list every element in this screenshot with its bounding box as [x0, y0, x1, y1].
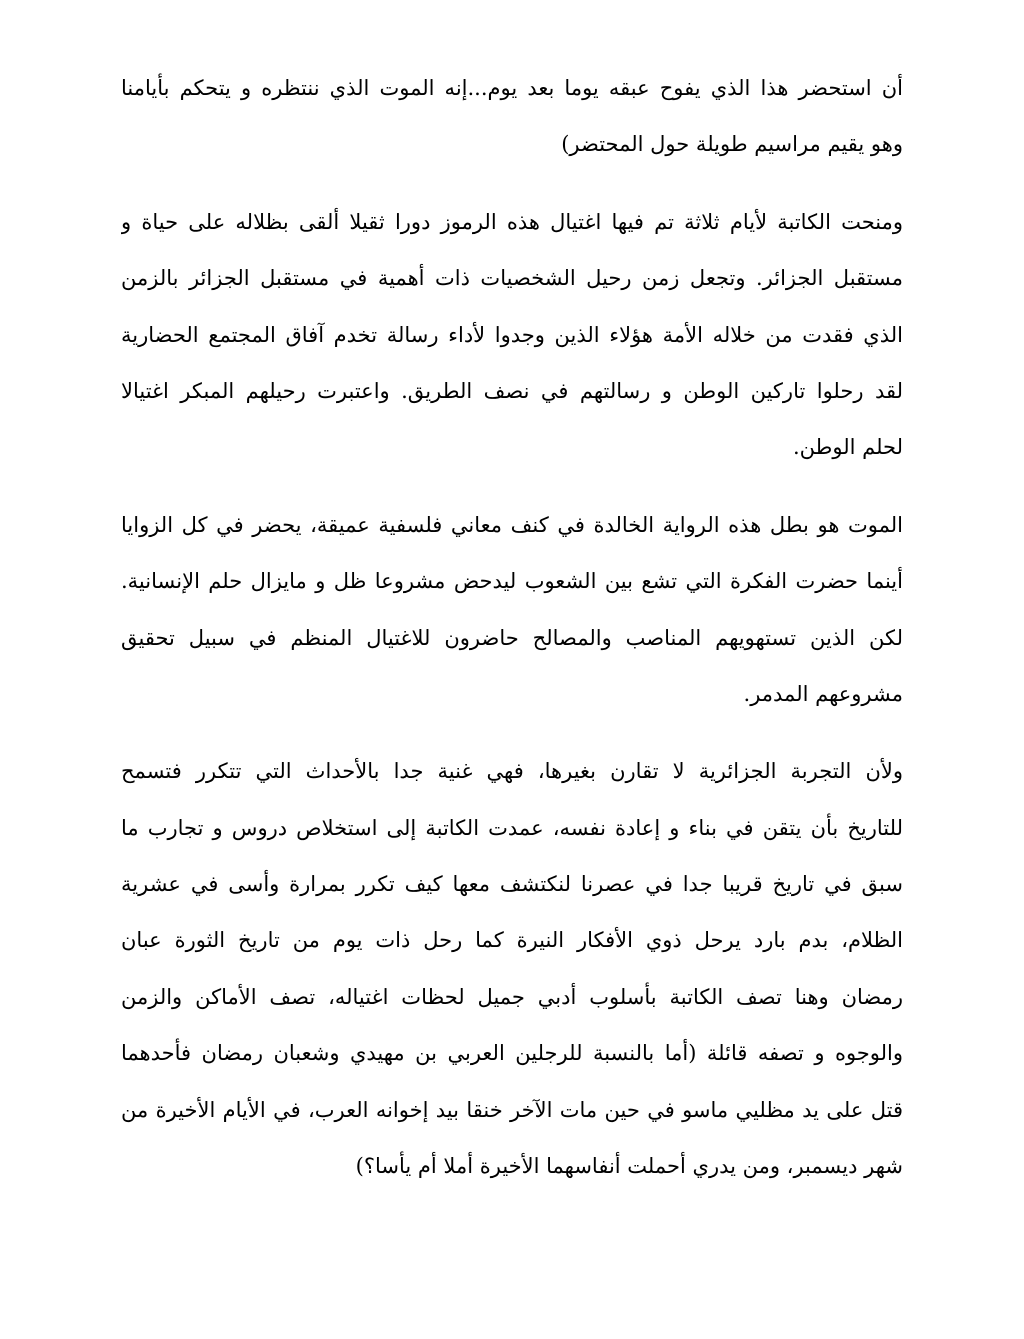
text-line: وهو يقيم مراسيم طويلة حول المحتضر) — [561, 132, 903, 157]
text-line: أن استحضر هذا الذي يفوح عبقه يوما بعد يوم...إنه الموت الذي ننتظره و يتحكم بأيامنا — [121, 76, 903, 100]
text-line: الظلام، بدم بارد يرحل ذوي الأفكار النيرة كما رحل ذات يوم من تاريخ الثورة عبان — [121, 928, 903, 953]
text-line: والوجوه و تصفه قائلة (أما بالنسبة للرجلين العربي بن مهيدي وشعبان رمضان فأحدهما — [121, 1041, 903, 1066]
text-line: للتاريخ بأن يتقن في بناء و إعادة نفسه، عمدت الكاتبة إلى استخلاص دروس و تجارب ما — [121, 815, 903, 840]
text-line: شهر ديسمبر، ومن يدري أحملت أنفاسهما الأخيرة أملا أم يأسا؟) — [355, 1154, 903, 1179]
text-line: لكن الذين تستهويهم المناصب والمصالح حاضرون للاغتيال المنظم في سبيل تحقيق — [121, 625, 903, 650]
text-line: لقد رحلوا تاركين الوطن و رسالتهم في نصف الطريق. واعتبرت رحيلهم المبكر اغتيالا — [121, 378, 903, 403]
document-page — [121, 60, 903, 1215]
text-line: الذي فقدت من خلاله الأمة هؤلاء الذين وجدوا لأداء رسالة تخدم آفاق المجتمع الحضارية — [121, 322, 903, 347]
text-line: رمضان وهنا تصف الكاتبة بأسلوب أدبي جميل لحظات اغتياله، تصف الأماكن والزمن — [121, 984, 903, 1009]
paragraph-1 — [121, 60, 903, 173]
paragraph-3 — [121, 497, 903, 723]
text-line: ولأن التجربة الجزائرية لا تقارن بغيرها، فهي غنية جدا بالأحداث التي تتكرر فتسمح — [121, 759, 903, 784]
text-line: ومنحت الكاتبة لأيام ثلاثة تم فيها اغتيال هذه الرموز دورا ثقيلا ألقى بظلاله على حياة و — [121, 209, 903, 234]
text-line: مستقبل الجزائر. وتجعل زمن رحيل الشخصيات ذات أهمية في مستقبل الجزائر بالزمن — [121, 266, 903, 291]
text-line: الموت هو بطل هذه الرواية الخالدة في كنف معاني فلسفية عميقة، يحضر في كل الزوايا — [121, 512, 903, 537]
paragraph-2 — [121, 194, 903, 476]
text-line: قتل على يد مظليي ماسو في حين مات الآخر خنقا بيد إخوانه العرب، في الأيام الأخيرة من — [121, 1097, 903, 1122]
text-line: أينما حضرت الفكرة التي تشع بين الشعوب ليدحض مشروعا ظل و مايزال حلم الإنسانية. — [121, 569, 903, 594]
paragraph-4 — [121, 743, 903, 1194]
text-line: مشروعهم المدمر. — [743, 681, 903, 706]
text-line: لحلم الوطن. — [792, 435, 903, 460]
text-line: سبق في تاريخ قريبا جدا في عصرنا لنكتشف معها كيف تكرر بمرارة وأسى في عشرية — [121, 872, 903, 897]
